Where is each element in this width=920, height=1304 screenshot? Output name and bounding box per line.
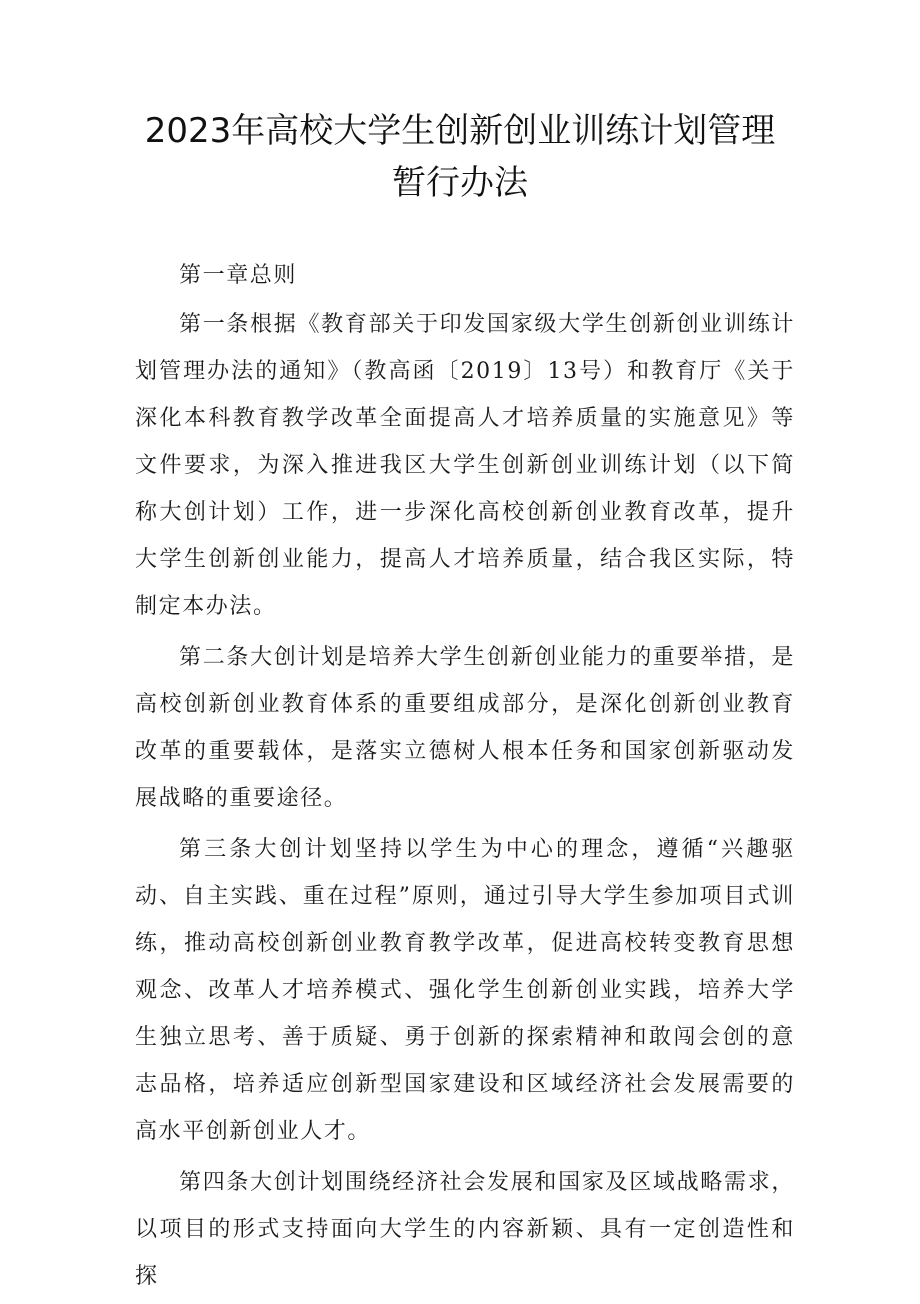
article-3-paragraph: 第三条大创计划坚持以学生为中心的理念，遵循“兴趣驱动、自主实践、重在过程”原则，通过引导大学生参加项目式训练，推动高校创新创业教育教学改革，促进高校转变教育思想观念、改革人才培养模式、强化学生创新创业实践，培养大学生独立思考、善于质疑、勇于创新的探索精神和敢闯会创的意志品格，培养适应创新型国家建设和区域经济社会发展需要的高水平创新创业人才。: [135, 837, 795, 1144]
article-1-paragraph: 第一条根据《教育部关于印发国家级大学生创新创业训练计划管理办法的通知》（教高函〔2019〕13号）和教育厅《关于深化本科教育教学改革全面提高人才培养质量的实施意见》等文件要求，为深入推进我区大学生创新创业训练计划（以下简称大创计划）工作，进一步深化高校创新创业教育改革，提升大学生创新创业能力，提高人才培养质量，结合我区实际，特制定本办法。: [135, 312, 795, 619]
article-2-paragraph: 第二条大创计划是培养大学生创新创业能力的重要举措，是高校创新创业教育体系的重要组成部分，是深化创新创业教育改革的重要载体，是落实立德树人根本任务和国家创新驱动发展战略的重要途径。: [135, 645, 795, 811]
document-title-line-2: 暂行办法: [392, 163, 528, 203]
article-4-paragraph: 第四条大创计划围绕经济社会发展和国家及区域战略需求，以项目的形式支持面向大学生的内容新颖、具有一定创造性和探: [135, 1170, 795, 1289]
document-title-line-1: 2023年高校大学生创新创业训练计划管理: [144, 111, 776, 151]
document-body: [135, 252, 795, 1304]
chapter-heading: 第一章总则: [179, 263, 298, 288]
